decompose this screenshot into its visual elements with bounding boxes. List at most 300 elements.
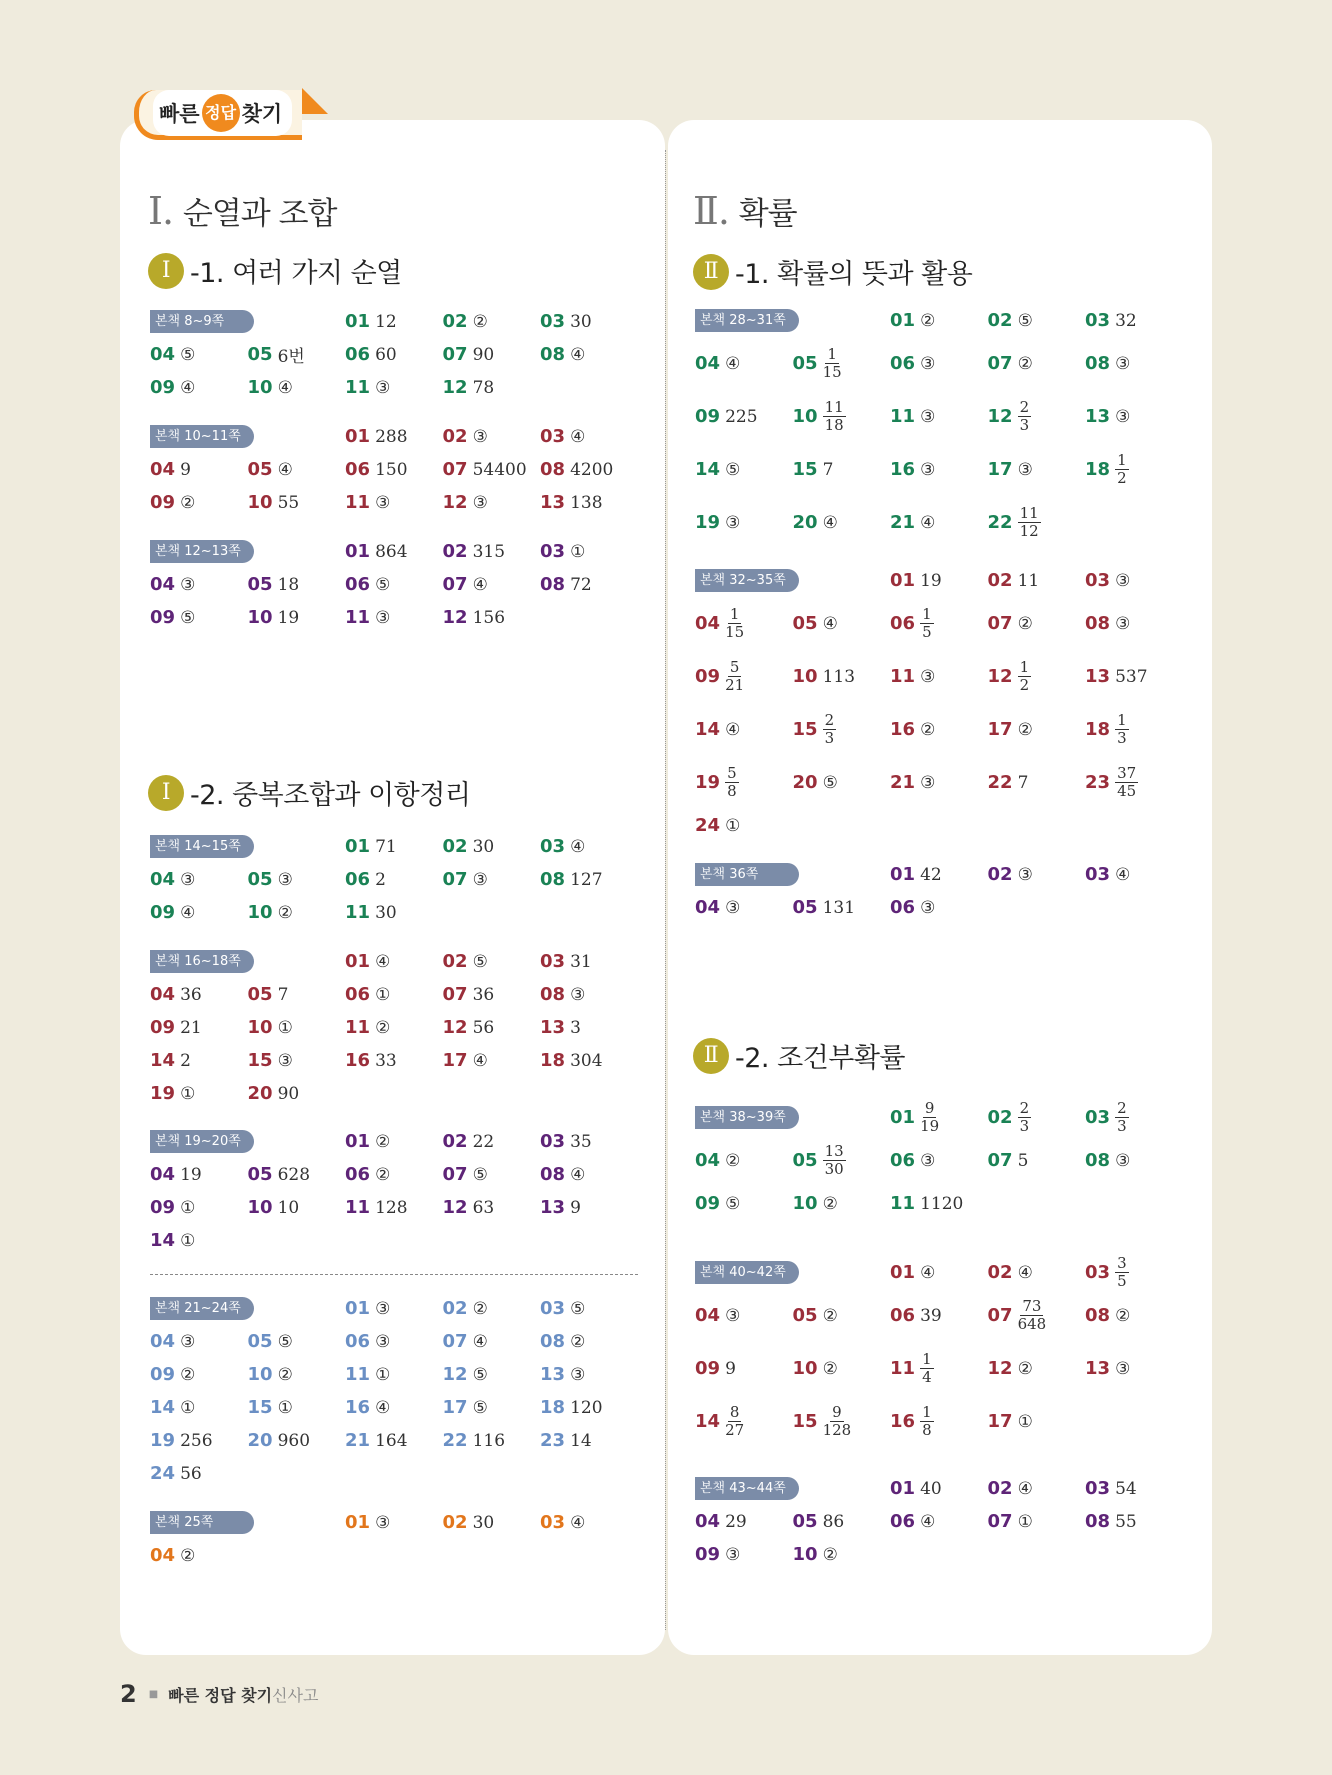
answer-item: [540, 486, 603, 519]
answer-value: ⑤: [277, 1331, 293, 1352]
answer-fraction: [1018, 1100, 1032, 1135]
fraction-denominator: 2: [1117, 469, 1127, 487]
answer-item: [988, 304, 1033, 337]
answer-item: [150, 453, 191, 486]
question-number: 08: [1085, 1305, 1111, 1326]
question-number: 15: [247, 1397, 273, 1418]
answer-value: 9: [725, 1358, 736, 1379]
answer-item: [988, 650, 1032, 703]
answer-item: [1085, 304, 1137, 337]
answer-value: ③: [920, 772, 936, 793]
question-number: 07: [442, 574, 468, 595]
answer-item: [1085, 756, 1138, 809]
answer-value: ④: [375, 951, 391, 972]
answer-item: [793, 337, 842, 390]
answer-item: [345, 1391, 390, 1424]
question-number: 11: [345, 492, 371, 513]
answer-value: ⑤: [725, 1193, 741, 1214]
answer-item: [695, 1505, 747, 1538]
answer-value: 54: [1115, 1478, 1137, 1499]
answer-item: [248, 371, 293, 404]
question-number: 01: [890, 864, 916, 885]
fraction-numerator: 1: [922, 1350, 932, 1368]
answer-value: ①: [180, 1197, 196, 1218]
fraction-numerator: 3: [1117, 1254, 1127, 1272]
answer-value: 19: [277, 607, 300, 628]
answer-item: [345, 338, 397, 371]
question-number: 03: [540, 1512, 566, 1533]
fraction-denominator: 2: [1019, 676, 1030, 694]
answer-value: ③: [277, 869, 293, 890]
question-number: 04: [150, 869, 176, 890]
question-number: 16: [345, 1397, 371, 1418]
answer-value: 7: [822, 459, 834, 480]
question-number: 01: [345, 541, 371, 562]
question-number: 16: [345, 1050, 371, 1071]
answer-item: [345, 601, 390, 634]
answer-value: 19: [920, 570, 942, 591]
answer-item: [345, 486, 390, 519]
question-number: 13: [1085, 666, 1111, 687]
answer-value: 35: [570, 1131, 592, 1152]
answer-value: ⑤: [1017, 310, 1033, 331]
chapter-roman: Ⅱ.: [693, 189, 729, 233]
answer-item: [345, 453, 408, 486]
answer-item: [890, 1289, 942, 1342]
fraction-denominator: 30: [824, 1160, 844, 1178]
question-number: 05: [792, 897, 818, 918]
answer-value: ④: [277, 459, 293, 480]
answer-value: ③: [725, 1544, 741, 1565]
question-number: 07: [442, 459, 468, 480]
answer-item: [150, 1539, 195, 1572]
answer-value: ④: [180, 902, 196, 923]
question-number: 05: [247, 344, 273, 365]
answer-item: [540, 305, 592, 338]
question-number: 10: [792, 1358, 818, 1379]
answer-item: [793, 756, 838, 809]
question-number: 19: [150, 1083, 176, 1104]
question-number: 12: [442, 492, 468, 513]
tab-text-right: 찾기: [241, 101, 283, 126]
answer-item: [540, 1325, 585, 1358]
answer-item: [443, 1325, 488, 1358]
question-number: 21: [345, 1430, 371, 1451]
answer-value: ④: [472, 1331, 488, 1352]
fraction-denominator: 3: [1019, 416, 1030, 434]
fraction-denominator: 128: [822, 1421, 852, 1439]
answer-item: [1085, 597, 1130, 650]
answer-item: [540, 338, 585, 371]
answer-item: [695, 597, 744, 650]
answer-item: [345, 1358, 390, 1391]
question-number: 06: [890, 1150, 916, 1171]
answer-item: [540, 863, 603, 896]
answer-value: 40: [920, 1478, 942, 1499]
answer-value: 2: [180, 1050, 191, 1071]
question-number: 15: [792, 719, 818, 740]
answer-item: [1085, 1505, 1137, 1538]
question-number: 16: [890, 459, 916, 480]
question-number: 03: [1085, 310, 1111, 331]
question-number: 07: [442, 344, 468, 365]
fraction-denominator: 21: [725, 676, 745, 694]
fraction-numerator: 1: [827, 345, 837, 363]
question-number: 02: [442, 836, 468, 857]
answer-item: [793, 1395, 852, 1448]
question-number: 09: [150, 1017, 176, 1038]
answer-fraction: [725, 606, 744, 641]
question-number: 20: [792, 512, 818, 533]
question-number: 24: [150, 1463, 176, 1484]
answer-value: ②: [920, 719, 936, 740]
question-number: 10: [247, 1364, 273, 1385]
question-number: 01: [890, 1262, 916, 1283]
question-number: 07: [987, 613, 1013, 634]
question-number: 15: [792, 459, 818, 480]
question-number: 02: [987, 1478, 1013, 1499]
question-number: 10: [247, 607, 273, 628]
question-number: 06: [345, 1331, 371, 1352]
question-number: 06: [890, 1305, 916, 1326]
question-number: 10: [792, 406, 818, 427]
answer-item: [695, 809, 740, 842]
question-number: 07: [442, 869, 468, 890]
chapter-title: 순열과 조합: [182, 196, 337, 232]
answer-item: [540, 1011, 581, 1044]
chapter-heading-1: [148, 188, 337, 233]
answer-value: ③: [920, 406, 936, 427]
question-number: 10: [792, 666, 818, 687]
question-number: 06: [890, 353, 916, 374]
question-number: 07: [987, 353, 1013, 374]
question-number: 01: [890, 1107, 916, 1128]
question-number: 10: [247, 492, 273, 513]
answer-item: [890, 390, 935, 443]
answer-value: ①: [375, 1364, 391, 1385]
fraction-numerator: 2: [1117, 1099, 1127, 1117]
fraction-denominator: 648: [1017, 1315, 1047, 1333]
answer-value: ③: [725, 512, 741, 533]
question-number: 01: [890, 1478, 916, 1499]
answer-item: [988, 703, 1033, 756]
question-number: 09: [150, 607, 176, 628]
answer-value: 54400: [472, 459, 527, 480]
answer-item: [443, 486, 488, 519]
question-number: 14: [695, 459, 721, 480]
question-number: 06: [345, 344, 371, 365]
question-number: 06: [890, 613, 916, 634]
answer-item: [345, 1506, 390, 1539]
answer-value: ②: [1017, 353, 1033, 374]
question-number: 10: [792, 1544, 818, 1565]
answer-value: ⑤: [472, 1364, 488, 1385]
answer-item: [695, 1289, 740, 1342]
fraction-numerator: 1: [729, 605, 740, 623]
question-number: 02: [987, 310, 1013, 331]
answer-item: [988, 1505, 1033, 1538]
question-number: 23: [1085, 772, 1111, 793]
page-ref-label: 본책 16~18쪽: [150, 950, 254, 973]
answer-value: ②: [472, 311, 488, 332]
answer-value: 4200: [570, 459, 614, 480]
question-number: 02: [987, 1107, 1013, 1128]
answer-fraction: [725, 765, 739, 800]
answer-value: 30: [472, 836, 495, 857]
answer-fraction: [920, 1351, 934, 1386]
question-number: 16: [890, 1411, 916, 1432]
question-number: 14: [695, 719, 721, 740]
answer-item: [890, 1101, 939, 1134]
answer-item: [890, 496, 935, 549]
section-badge: Ⅰ: [148, 253, 184, 289]
section-title: -2. 조건부확률: [735, 1043, 905, 1074]
question-number: 05: [247, 574, 273, 595]
answer-item: [890, 1134, 935, 1187]
fraction-denominator: 15: [822, 363, 842, 381]
answer-value: ①: [180, 1230, 196, 1251]
question-number: 04: [150, 1331, 176, 1352]
answer-item: [988, 443, 1033, 496]
footer-title: 빠른 정답 찾기: [168, 1685, 273, 1705]
question-number: 18: [540, 1397, 566, 1418]
question-number: 14: [150, 1050, 176, 1071]
answer-item: [443, 945, 488, 978]
answer-value: ③: [180, 1331, 196, 1352]
answer-item: [443, 1011, 495, 1044]
answer-value: ③: [375, 377, 391, 398]
answer-value: 32: [1115, 310, 1137, 331]
question-number: 17: [442, 1397, 468, 1418]
fraction-numerator: 1: [922, 1403, 932, 1421]
answer-item: [890, 564, 942, 597]
answer-value: ③: [920, 459, 936, 480]
footer-bullet: ■: [148, 1688, 159, 1700]
question-number: 08: [1085, 353, 1111, 374]
answer-item: [150, 601, 195, 634]
question-number: 04: [150, 574, 176, 595]
answer-value: ③: [920, 353, 936, 374]
question-number: 02: [442, 1512, 468, 1533]
answer-value: ③: [375, 1298, 391, 1319]
question-number: 01: [345, 836, 371, 857]
answer-value: 18: [277, 574, 300, 595]
answer-item: [248, 568, 300, 601]
answer-value: ②: [375, 1131, 391, 1152]
answer-value: ②: [570, 1331, 586, 1352]
question-number: 01: [890, 570, 916, 591]
question-number: 05: [247, 1331, 273, 1352]
question-number: 13: [540, 1364, 566, 1385]
answer-value: 864: [375, 541, 408, 562]
answer-value: ③: [920, 666, 936, 687]
answer-item: [890, 1505, 935, 1538]
answer-item: [988, 756, 1029, 809]
fraction-numerator: 2: [824, 711, 835, 729]
question-number: 14: [150, 1230, 176, 1251]
answer-value: ③: [1115, 1358, 1131, 1379]
answer-value: 30: [472, 1512, 495, 1533]
question-number: 10: [247, 377, 273, 398]
answer-item: [1085, 858, 1130, 891]
answer-value: 42: [920, 864, 942, 885]
question-number: 17: [987, 459, 1013, 480]
answer-value: ①: [375, 984, 391, 1005]
question-number: 04: [695, 897, 721, 918]
section-heading: [693, 1036, 905, 1075]
fraction-denominator: 27: [725, 1421, 745, 1439]
answer-item: [1085, 1256, 1129, 1289]
quick-answer-tab: [134, 90, 302, 140]
answer-value: 628: [277, 1164, 311, 1185]
answer-item: [345, 1011, 390, 1044]
answer-value: 10: [277, 1197, 300, 1218]
answer-item: [890, 756, 935, 809]
answer-fraction: [920, 606, 934, 641]
question-number: 20: [792, 772, 818, 793]
question-number: 22: [987, 512, 1013, 533]
answer-item: [793, 1342, 838, 1395]
answer-item: [695, 1342, 736, 1395]
page-ref-label: 본책 10~11쪽: [150, 425, 254, 448]
answer-item: [150, 338, 195, 371]
answer-value: 36: [472, 984, 495, 1005]
answer-item: [988, 1101, 1032, 1134]
answer-item: [248, 1191, 300, 1224]
answer-value: 39: [920, 1305, 942, 1326]
answer-item: [793, 1187, 838, 1220]
question-number: 18: [1085, 459, 1111, 480]
question-number: 04: [695, 613, 721, 634]
answer-fraction: [823, 712, 837, 747]
answer-item: [540, 1158, 585, 1191]
fraction-numerator: 13: [824, 1142, 844, 1160]
question-number: 08: [540, 984, 566, 1005]
answer-item: [248, 453, 293, 486]
answer-value: 86: [822, 1511, 845, 1532]
tab-circle: 정답: [202, 94, 240, 132]
question-number: 19: [695, 772, 721, 793]
answer-value: ④: [570, 1512, 586, 1533]
question-number: 01: [345, 426, 371, 447]
answer-value: ①: [277, 1397, 293, 1418]
answer-item: [695, 1395, 744, 1448]
answer-value: 56: [180, 1463, 202, 1484]
question-number: 02: [442, 311, 468, 332]
tab-corner-triangle: [302, 88, 328, 114]
answer-fraction: [1018, 399, 1032, 434]
answer-item: [695, 703, 740, 756]
answer-item: [793, 1134, 846, 1187]
fraction-denominator: 8: [922, 1421, 932, 1439]
question-number: 02: [442, 951, 468, 972]
question-number: 08: [1085, 1511, 1111, 1532]
answer-item: [443, 371, 495, 404]
question-number: 19: [695, 512, 721, 533]
answer-item: [890, 1187, 963, 1220]
fraction-numerator: 1: [922, 605, 932, 623]
answer-item: [150, 1424, 213, 1457]
question-number: 08: [540, 574, 566, 595]
question-number: 07: [442, 1164, 468, 1185]
answer-value: ②: [822, 1358, 838, 1379]
question-number: 15: [792, 1411, 818, 1432]
answer-item: [988, 1134, 1029, 1187]
question-number: 03: [1085, 1262, 1111, 1283]
fraction-denominator: 18: [824, 416, 844, 434]
question-number: 16: [890, 719, 916, 740]
question-number: 11: [890, 1193, 916, 1214]
answer-value: 164: [375, 1430, 408, 1451]
question-number: 13: [1085, 406, 1111, 427]
answer-item: [988, 390, 1032, 443]
answer-item: [443, 1391, 488, 1424]
answer-item: [248, 1358, 293, 1391]
answer-fraction: [1018, 659, 1032, 694]
answer-value: ④: [570, 344, 586, 365]
answer-item: [345, 896, 397, 929]
question-number: 03: [1085, 864, 1111, 885]
section-title: -2. 중복조합과 이항정리: [190, 780, 471, 811]
answer-value: ②: [1115, 1305, 1131, 1326]
fraction-denominator: 19: [920, 1117, 940, 1135]
answer-value: ①: [1017, 1511, 1033, 1532]
answer-value: ④: [472, 574, 488, 595]
question-number: 02: [442, 426, 468, 447]
answer-value: 128: [375, 1197, 408, 1218]
question-number: 05: [792, 613, 818, 634]
answer-value: 9: [180, 459, 191, 480]
question-number: 04: [150, 459, 176, 480]
answer-item: [1085, 564, 1130, 597]
answer-value: 29: [725, 1511, 747, 1532]
answer-value: ③: [375, 492, 391, 513]
question-number: 05: [247, 459, 273, 480]
answer-item: [988, 1395, 1033, 1448]
answer-value: ③: [1017, 459, 1033, 480]
chapter-title: 확률: [738, 196, 797, 232]
answer-item: [695, 756, 739, 809]
fraction-denominator: 3: [1117, 1117, 1127, 1135]
answer-item: [248, 1011, 293, 1044]
answer-item: [540, 1044, 603, 1077]
answer-item: [150, 978, 202, 1011]
question-number: 11: [345, 1197, 371, 1218]
answer-value: ③: [180, 574, 196, 595]
answer-value: ④: [725, 719, 741, 740]
answer-item: [1085, 1289, 1130, 1342]
answer-item: [443, 1191, 495, 1224]
fraction-numerator: 1: [1117, 451, 1127, 469]
answer-value: ②: [725, 1150, 741, 1171]
page-number: 2: [120, 1680, 137, 1708]
question-number: 04: [150, 984, 176, 1005]
answer-item: [150, 1224, 195, 1257]
answer-value: ④: [920, 1262, 936, 1283]
question-number: 02: [987, 570, 1013, 591]
question-number: 12: [442, 607, 468, 628]
answer-value: ④: [277, 377, 293, 398]
answer-value: ⑤: [472, 951, 488, 972]
answer-item: [988, 496, 1041, 549]
answer-value: 537: [1115, 666, 1148, 687]
answer-item: [150, 1325, 195, 1358]
answer-item: [988, 1342, 1033, 1395]
answer-value: 6번: [277, 347, 305, 367]
answer-item: [150, 568, 195, 601]
fraction-denominator: 3: [824, 729, 835, 747]
answer-value: ②: [472, 1298, 488, 1319]
